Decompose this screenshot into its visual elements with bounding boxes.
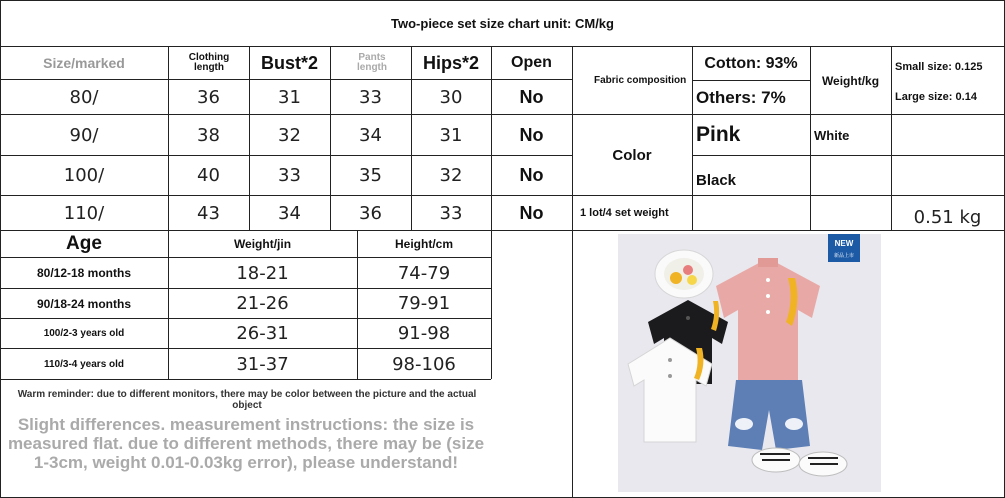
- plate-decoration: [655, 250, 713, 298]
- pants-length-header: Pants length: [357, 52, 387, 73]
- product-illustration: [618, 234, 881, 492]
- size-cell: 100/: [63, 165, 105, 186]
- grid-line: [0, 379, 491, 380]
- bust-cell: 34: [278, 202, 301, 224]
- size-cell: 90/: [69, 124, 99, 146]
- weight-jin-cell: 26-31: [236, 323, 289, 344]
- clothing-length-cell: 38: [197, 124, 220, 146]
- height-cm-cell: 91-98: [397, 323, 451, 344]
- open-cell: No: [519, 165, 544, 185]
- grid-line: [572, 46, 573, 498]
- measurement-note: Slight differences. measurement instructions: the size is measured flat. due to different methods, there may be (size 1-3cm, weight 0.01-0.03kg error), please understand!: [7, 415, 485, 472]
- height-cm-cell: 79-91: [397, 293, 451, 314]
- weight-jin-cell: 18-21: [236, 262, 289, 284]
- open-cell: No: [519, 124, 544, 145]
- color-white: White: [814, 127, 850, 143]
- size-header: Size/marked: [43, 55, 125, 71]
- weight-jin-header: Weight/jin: [233, 237, 292, 251]
- open-cell: No: [519, 86, 544, 107]
- color-pink: Pink: [696, 123, 741, 146]
- bust-cell: 32: [278, 124, 301, 146]
- height-cm-cell: 74-79: [397, 262, 451, 284]
- cotton-percentage: Cotton: 93%: [704, 54, 798, 72]
- clothing-length-cell: 36: [197, 86, 220, 108]
- pants-length-cell: 35: [359, 165, 382, 186]
- chart-title: Two-piece set size chart unit: CM/kg: [391, 16, 614, 31]
- open-header: Open: [511, 54, 552, 71]
- clothing-length-cell: 43: [197, 202, 220, 224]
- large-size-weight: Large size: 0.14: [895, 91, 977, 103]
- hips-cell: 30: [439, 86, 463, 108]
- small-size-weight: Small size: 0.125: [895, 61, 983, 73]
- hips-cell: 33: [439, 202, 463, 224]
- size-cell: 80/: [69, 86, 99, 108]
- pants-length-cell: 36: [359, 202, 382, 224]
- size-cell: 110/: [63, 202, 105, 224]
- lot-weight-value: 0.51 kg: [913, 206, 982, 228]
- pants-length-cell: 33: [359, 86, 382, 108]
- hips-header: Hips*2: [422, 52, 480, 73]
- age-cell: 110/3-4 years old: [43, 358, 125, 370]
- fabric-composition-label: Fabric composition: [594, 74, 687, 86]
- warm-reminder: Warm reminder: due to different monitors, there may be color between the picture and the actual object: [17, 389, 477, 411]
- lot-weight-label: 1 lot/4 set weight: [580, 207, 669, 219]
- product-photo: [618, 234, 881, 492]
- new-tag-subtext: 新品上市: [833, 253, 855, 259]
- height-cm-header: Height/cm: [394, 237, 453, 251]
- weight-label: Weight/kg: [821, 73, 880, 88]
- others-percentage: Others: 7%: [696, 87, 786, 107]
- clothing-length-cell: 40: [197, 165, 220, 186]
- bust-cell: 33: [278, 165, 301, 186]
- clothing-length-header: Clothing length: [188, 52, 230, 73]
- age-cell: 100/2-3 years old: [43, 328, 125, 339]
- pants-length-cell: 34: [359, 124, 382, 146]
- weight-jin-cell: 31-37: [236, 353, 289, 375]
- new-tag: [828, 234, 860, 262]
- bust-header: Bust*2: [260, 52, 318, 73]
- hips-cell: 31: [439, 124, 463, 146]
- color-label: Color: [612, 146, 652, 164]
- age-header: Age: [66, 233, 102, 254]
- open-cell: No: [519, 202, 544, 223]
- hips-cell: 32: [439, 165, 463, 186]
- new-tag-text: NEW: [834, 239, 854, 248]
- age-cell: 90/18-24 months: [36, 296, 132, 311]
- weight-jin-cell: 21-26: [236, 293, 289, 314]
- height-cm-cell: 98-106: [392, 353, 456, 375]
- color-black: Black: [696, 172, 737, 189]
- bust-cell: 31: [278, 86, 301, 108]
- age-cell: 80/12-18 months: [36, 266, 132, 280]
